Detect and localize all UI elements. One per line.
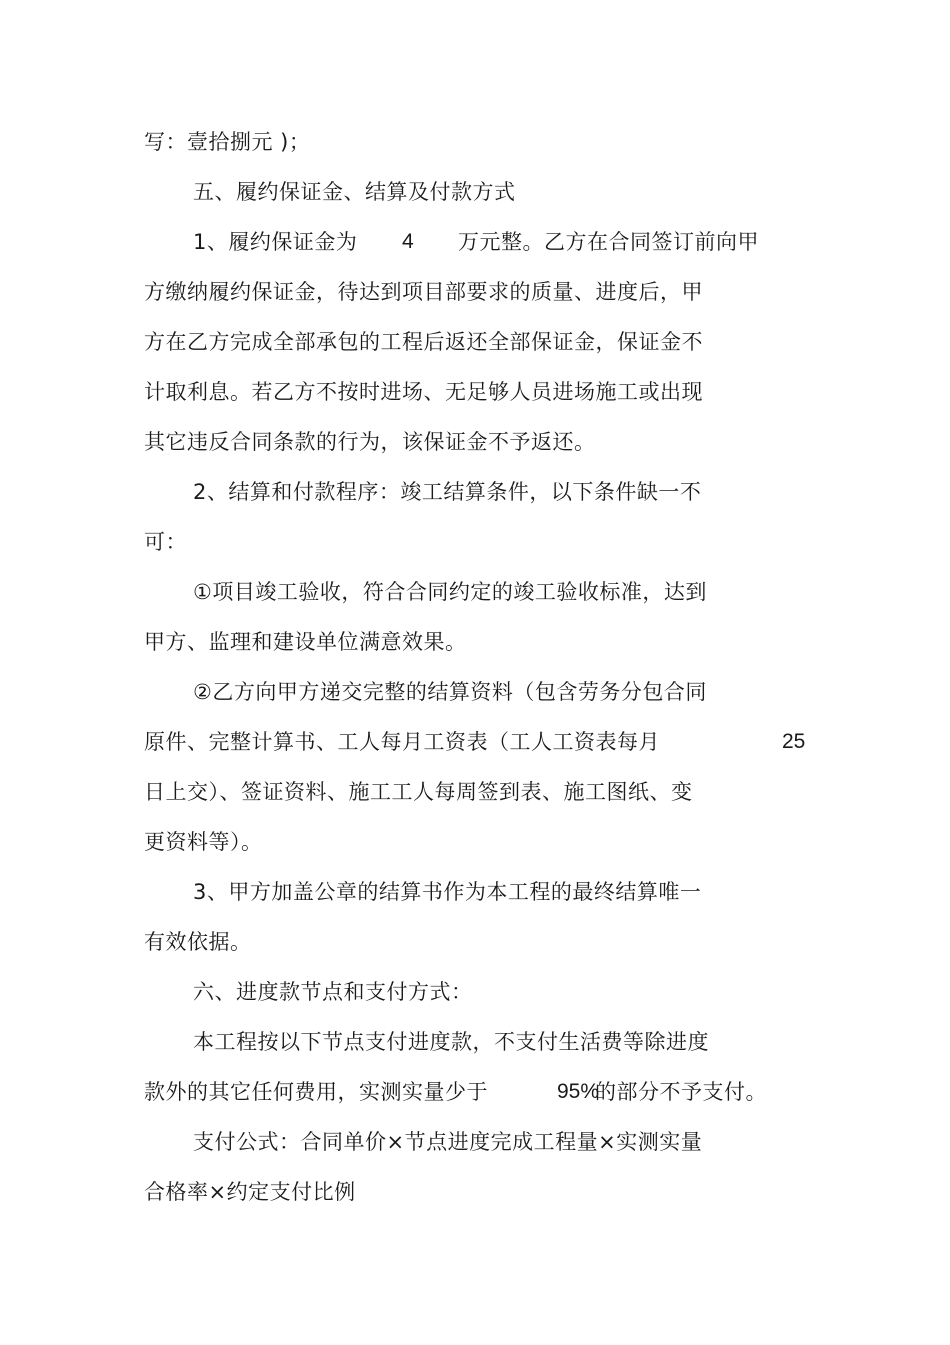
text-line: ①项目竣工验收，符合合同约定的竣工验收标准，达到 (193, 580, 707, 604)
text-line: 甲方、监理和建设单位满意效果。 (144, 630, 467, 654)
text-line: 方缴纳履约保证金，待达到项目部要求的质量、进度后，甲 (144, 280, 703, 304)
text-line: 2、结算和付款程序：竣工结算条件，以下条件缺一不 (193, 480, 702, 504)
section-heading: 五、履约保证金、结算及付款方式 (193, 180, 516, 204)
text-line: 款外的其它任何费用，实测实量少于 (144, 1080, 488, 1104)
text-line: 其它违反合同条款的行为，该保证金不予返还。 (144, 430, 596, 454)
text-line: ②乙方向甲方递交完整的结算资料（包含劳务分包合同 (193, 680, 707, 704)
text-line: 万元整。乙方在合同签订前向甲 (458, 230, 759, 254)
text-line: 计取利息。若乙方不按时进场、无足够人员进场施工或出现 (144, 380, 703, 404)
text-line: 原件、完整计算书、工人每月工资表（工人工资表每月 (144, 730, 660, 754)
percentage-value: 95% (557, 1080, 600, 1103)
text-line: 支付公式：合同单价×节点进度完成工程量×实测实量 (193, 1130, 703, 1154)
text-line: 可： (144, 530, 187, 554)
text-line: 更资料等）。 (144, 830, 263, 854)
deposit-amount: 4 (402, 230, 414, 253)
text-line: 的部分不予支付。 (595, 1080, 767, 1104)
text-line: 写：壹拾捌元 )； (144, 130, 311, 154)
text-line: 1、履约保证金为 (193, 230, 358, 254)
text-line: 合格率×约定支付比例 (144, 1180, 356, 1204)
text-line: 有效依据。 (144, 930, 252, 954)
section-heading: 六、进度款节点和支付方式： (193, 980, 473, 1004)
text-line: 本工程按以下节点支付进度款，不支付生活费等除进度 (193, 1030, 709, 1054)
payday-number: 25 (782, 730, 806, 753)
text-line: 方在乙方完成全部承包的工程后返还全部保证金，保证金不 (144, 330, 703, 354)
text-line: 3、甲方加盖公章的结算书作为本工程的最终结算唯一 (193, 880, 702, 904)
text-line: 日上交）、签证资料、施工工人每周签到表、施工图纸、变 (144, 780, 693, 804)
